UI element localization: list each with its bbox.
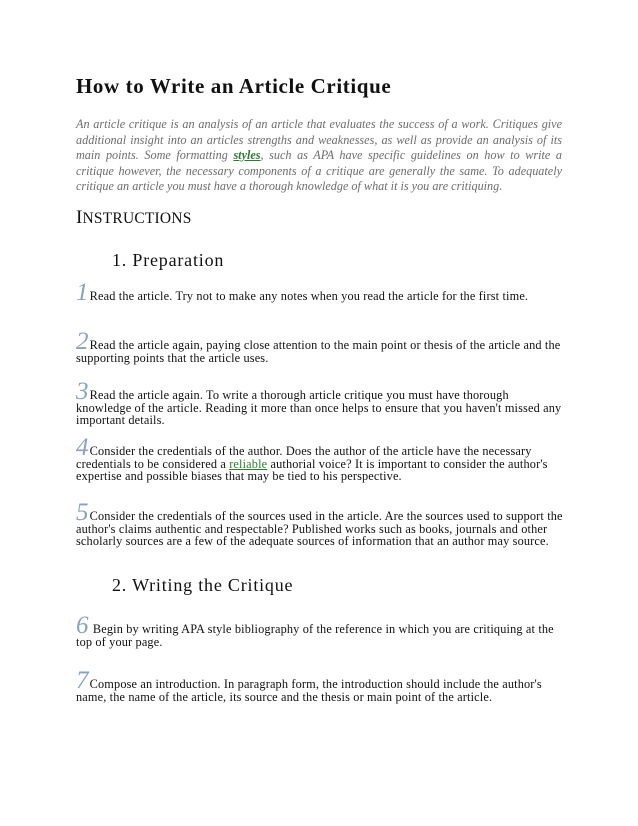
- step-3: [76, 378, 566, 427]
- page-title: How to Write an Article Critique: [76, 74, 392, 98]
- step-5: [76, 499, 566, 548]
- step-number: 3: [76, 378, 89, 405]
- step-number: 5: [76, 499, 89, 526]
- step-text: Read the article again. To write a thorough article critique you must have thorough knowledge of the article. Reading it more than once helps to ensure that you haven't missed any important details.: [76, 388, 562, 427]
- step-text: Compose an introduction. In paragraph form, the introduction should include the author's name, the name of the article, its source and the thesis or main point of the article.: [76, 677, 542, 704]
- step-number: 2: [76, 328, 89, 355]
- step-6: [76, 612, 566, 649]
- step-7: [76, 667, 566, 704]
- intro-text-2: , such as APA have specific guidelines on how to write a critique however, the necessary components of a critique are generally the same. To adequately critique an article you must have a thorough knowledge of what it is you are critiquing.: [76, 148, 562, 193]
- step-2: [76, 328, 566, 365]
- reliable-link[interactable]: reliable: [229, 456, 268, 471]
- step-number: 1: [76, 279, 89, 306]
- instructions-heading: [76, 207, 192, 229]
- step-text-a: Consider the credentials of the author. Does the author of the article have the necessary credentials to be considered a: [76, 444, 532, 471]
- step-number: 6: [76, 612, 89, 639]
- step-text-b: authorial voice? It is important to consider the author's expertise and possible biases that may be tied to his perspective.: [76, 456, 548, 483]
- subheading-writing: 2. Writing the Critique: [112, 575, 294, 595]
- step-number: 4: [76, 434, 89, 461]
- intro-text-1: An article critique is an analysis of an article that evaluates the success of a work. Critiques give additional insight into an articles strengths and weaknesses, as well as provide an analysis of its main points. Some formatting: [76, 117, 562, 162]
- step-4: [76, 434, 566, 483]
- step-1: [76, 279, 566, 306]
- step-text: Consider the credentials of the sources used in the article. Are the sources used to support the author's claims authentic and respectable? Published works such as books, journals and other scholarly sources are a few of the adequate sources of information that an author may source.: [76, 509, 563, 548]
- styles-link[interactable]: styles: [233, 148, 261, 162]
- instructions-heading-rest: NSTRUCTIONS: [82, 210, 192, 227]
- subheading-preparation: 1. Preparation: [112, 250, 225, 270]
- instructions-heading-cap: I: [76, 207, 83, 228]
- step-text: Read the article again, paying close attention to the main point or thesis of the article and the supporting points that the article uses.: [76, 338, 561, 365]
- step-number: 7: [76, 667, 89, 694]
- intro-paragraph: [76, 117, 562, 195]
- step-text: Begin by writing APA style bibliography of the reference in which you are critiquing at the top of your page.: [76, 622, 554, 649]
- step-text: Read the article. Try not to make any notes when you read the article for the first time.: [89, 289, 529, 303]
